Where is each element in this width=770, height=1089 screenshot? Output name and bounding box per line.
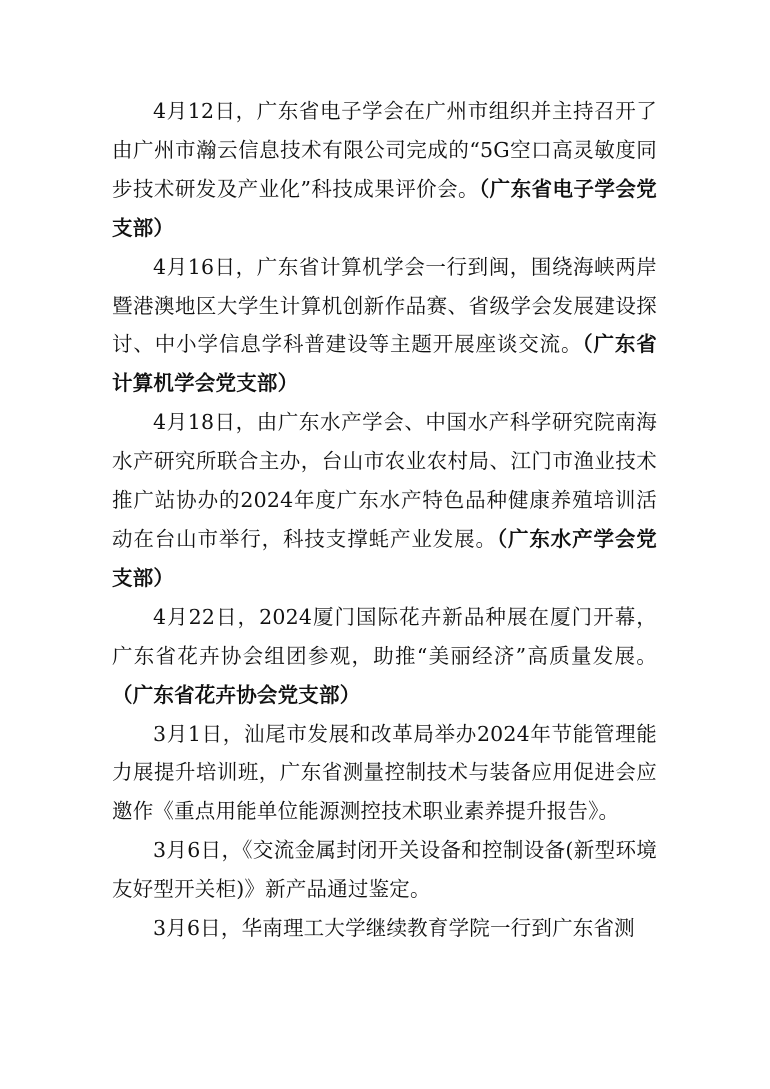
paragraph-text: 3月6日，华南理工大学继续教育学院一行到广东省测 bbox=[153, 916, 635, 941]
news-paragraph-6 bbox=[112, 831, 657, 909]
news-paragraph-5 bbox=[112, 715, 657, 832]
paragraph-source: （广东省电子学会党支部） bbox=[112, 176, 657, 240]
news-paragraph-2 bbox=[112, 248, 657, 404]
news-paragraph-7 bbox=[112, 909, 657, 948]
news-paragraph-1 bbox=[112, 92, 657, 248]
document-page bbox=[112, 92, 657, 948]
paragraph-text: 4月18日，由广东水产学会、中国水产科学研究院南海水产研究所联合主办，台山市农业农村局、江门市渔业技术推广站协办的2024年度广东水产特色品种健康养殖培训活动在台山市举行，科技支撑蚝产业发展。 bbox=[112, 410, 657, 551]
paragraph-source: （广东水产学会党支部） bbox=[112, 526, 657, 590]
paragraph-text: 4月12日，广东省电子学会在广州市组织并主持召开了由广州市瀚云信息技术有限公司完成的“5G空口高灵敏度同步技术研发及产业化”科技成果评价会。 bbox=[112, 99, 657, 201]
news-paragraph-4 bbox=[112, 598, 657, 715]
paragraph-source: （广东省花卉协会党支部） bbox=[112, 682, 361, 707]
paragraph-text: 3月6日，《交流金属封闭开关设备和控制设备(新型环境友好型开关柜)》新产品通过鉴定。 bbox=[112, 838, 657, 902]
paragraph-text: 3月1日，汕尾市发展和改革局举办2024年节能管理能力展提升培训班，广东省测量控制技术与装备应用促进会应邀作《重点用能单位能源测控技术职业素养提升报告》。 bbox=[112, 721, 657, 824]
paragraph-text: 4月16日，广东省计算机学会一行到闽，围绕海峡两岸暨港澳地区大学生计算机创新作品赛、省级学会发展建设探讨、中小学信息学科普建设等主题开展座谈交流。 bbox=[112, 254, 657, 357]
news-paragraph-3 bbox=[112, 403, 657, 598]
paragraph-text: 4月22日，2024厦门国际花卉新品种展在厦门开幕，广东省花卉协会组团参观，助推“美丽经济”高质量发展。 bbox=[112, 604, 657, 668]
paragraph-source: （广东省计算机学会党支部） bbox=[112, 332, 657, 396]
